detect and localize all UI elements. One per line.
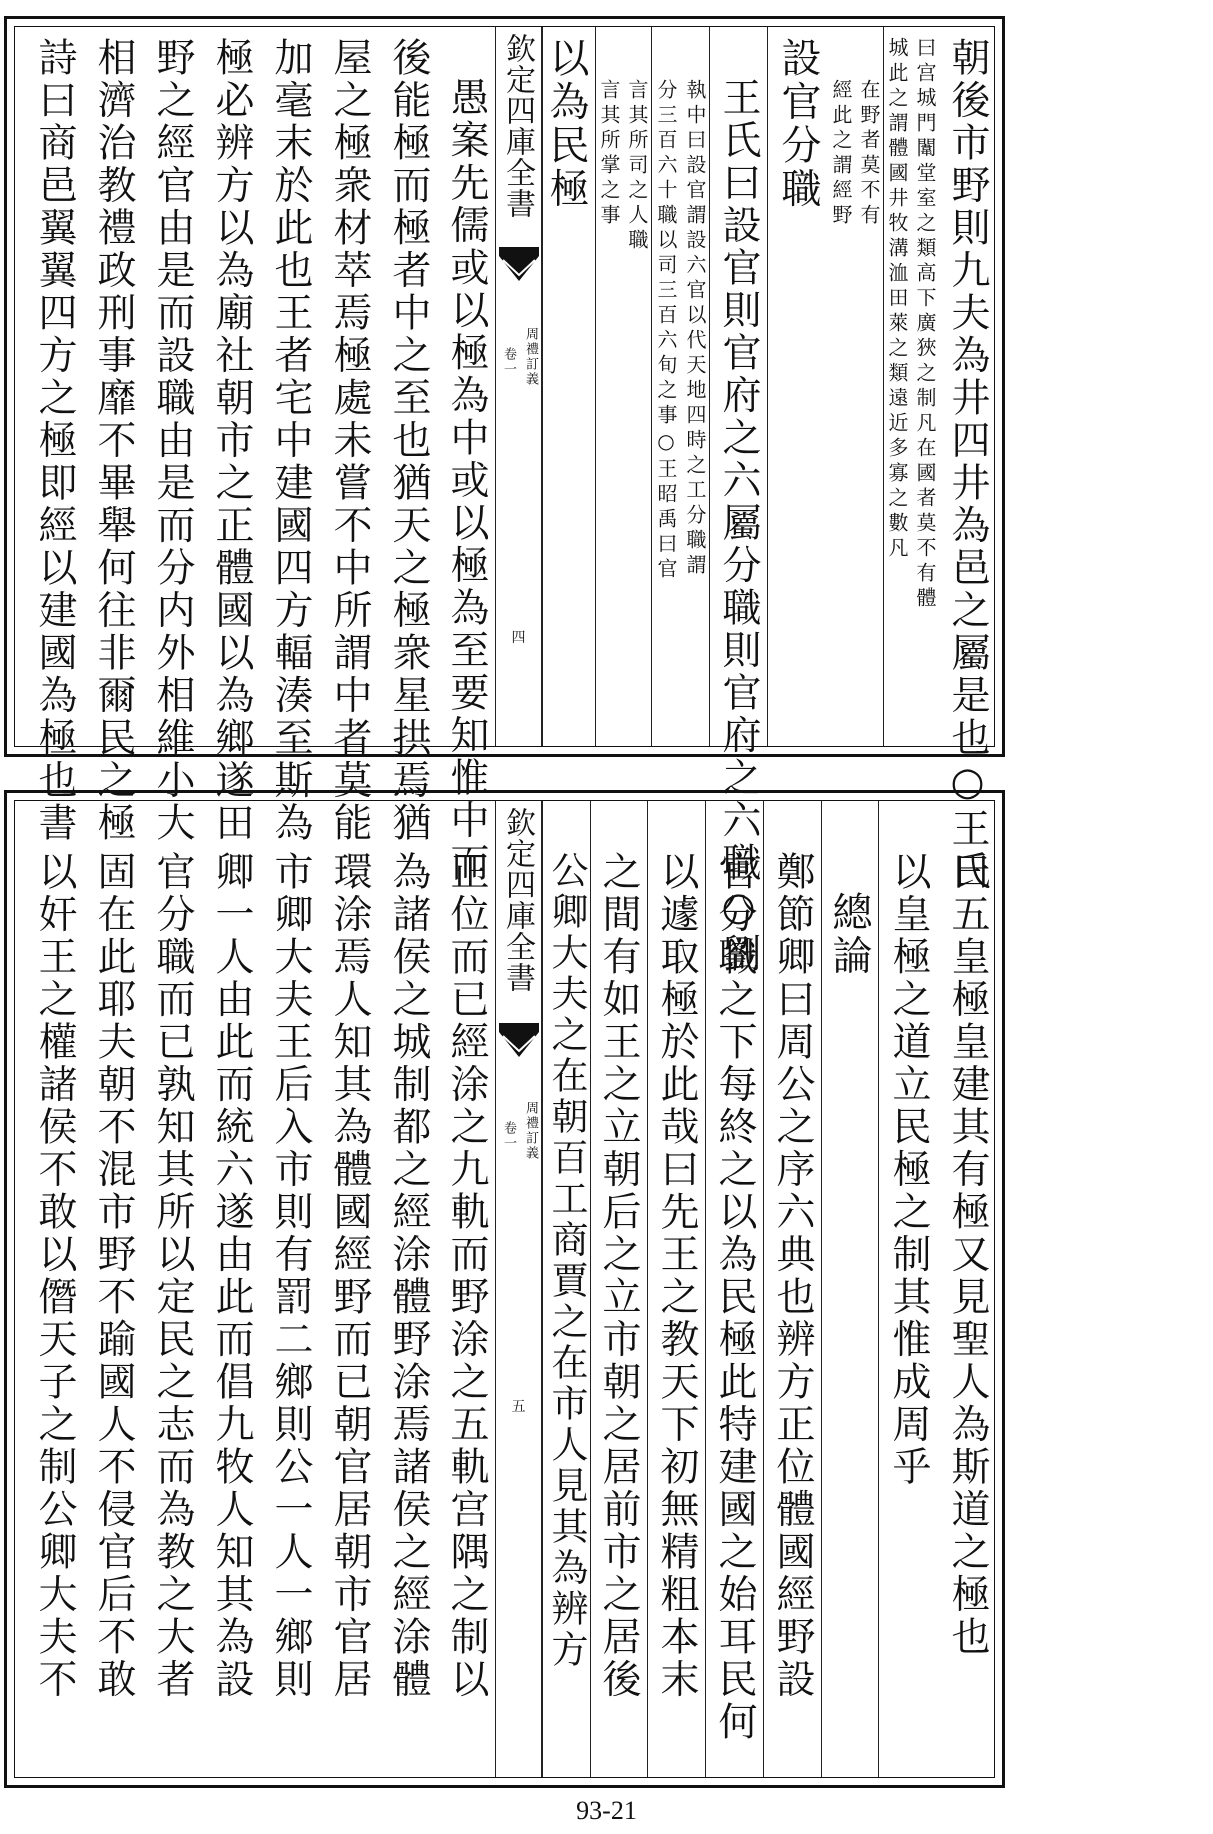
note-left: 城此之謂體國井牧溝洫田萊之類遠近多寡之數凡 bbox=[885, 37, 909, 562]
column-text: 正位而已經涂之九軌而野涂之五軌宫隅之制以 bbox=[444, 851, 489, 1701]
column bbox=[437, 801, 495, 1777]
column bbox=[24, 27, 83, 845]
column bbox=[260, 801, 319, 1777]
banner-title: 欽定四庫全書 bbox=[500, 33, 535, 219]
column bbox=[437, 27, 495, 885]
note-right: 言其所司之人職 bbox=[625, 79, 649, 254]
bottom-page-frame bbox=[14, 800, 995, 1778]
column bbox=[763, 801, 821, 1777]
column-text: 曰五皇極皇建其有極又見聖人為斯道之極也 bbox=[945, 851, 990, 1659]
column bbox=[939, 27, 996, 893]
column bbox=[378, 801, 437, 1777]
section-heading: 總論 bbox=[826, 891, 872, 978]
column bbox=[201, 27, 260, 845]
column-text: 後能極而極者中之至也猶天之極衆星拱焉猶 bbox=[386, 37, 431, 845]
column bbox=[201, 801, 260, 1777]
column-text: 公卿大夫之在朝百工商賈之在市人見其為辨方 bbox=[545, 851, 588, 1671]
column bbox=[83, 27, 142, 845]
column bbox=[260, 27, 319, 845]
column-text: 愚案先儒或以極為中或以極為至要知惟中而 bbox=[444, 77, 489, 885]
heading-column bbox=[767, 27, 827, 746]
column-text: 固在此耶夫朝不混市野不踰國人不侵官后不敢 bbox=[91, 851, 136, 1701]
column-text: 卿一人由此而統六遂由此而倡九牧人知其為設 bbox=[209, 851, 254, 1701]
note-column bbox=[827, 27, 883, 746]
column-text: 鄭節卿曰周公之序六典也辨方正位體國經野設 bbox=[770, 851, 815, 1701]
column-text: 相濟治教禮政刑事靡不畢舉何往非爾民之極 bbox=[91, 37, 136, 845]
column bbox=[937, 801, 996, 1777]
note-left: 經此之謂經野 bbox=[829, 79, 853, 229]
column-text: 朝後市野則九夫為井四井為邑之屬是也○王氏 bbox=[945, 37, 990, 893]
section-heading: 設官分職 bbox=[775, 37, 821, 211]
column-text: 以皇極之道立民極之制其惟成周乎 bbox=[886, 851, 931, 1489]
note-right: 在野者莫不有 bbox=[857, 79, 881, 229]
column-text: 加毫末於此也王者宅中建國四方輻湊至斯為 bbox=[268, 37, 313, 845]
note-column bbox=[595, 27, 651, 746]
column-text: 野之經官由是而設職由是而分内外相維小大 bbox=[150, 37, 195, 845]
column-text: 官分職之下每終之以為民極此特建國之始耳民何 bbox=[712, 851, 757, 1744]
column-text: 之間有如王之立朝后之立市朝之居前市之居後 bbox=[596, 851, 641, 1701]
banner-volume: 卷一 bbox=[501, 347, 516, 377]
column bbox=[142, 801, 201, 1777]
column-text: 以遽取極於此哉曰先王之教天下初無精粗本末 bbox=[654, 851, 699, 1701]
column bbox=[378, 27, 437, 845]
note-right: 曰宫城門闈堂室之類高下廣狹之制凡在國者莫不有體 bbox=[913, 37, 937, 612]
note-left: 分三百六十職以司三百六旬之事○王昭禹曰官 bbox=[654, 79, 678, 583]
bottom-page bbox=[4, 790, 1005, 1788]
heading-column bbox=[821, 801, 878, 1777]
column bbox=[319, 27, 378, 845]
note-column bbox=[651, 27, 709, 746]
column-text: 詩曰商邑翼翼四方之極即經以建國為極也書 bbox=[32, 37, 77, 845]
banner-volume: 卷一 bbox=[501, 1121, 516, 1151]
note-column bbox=[883, 27, 939, 746]
section-heading: 以為民極 bbox=[543, 37, 589, 211]
banner-page-number: 五 bbox=[511, 1399, 526, 1415]
page-banner bbox=[495, 801, 542, 1777]
note-left: 言其所掌之事 bbox=[597, 79, 621, 229]
banner-book-title: 周禮訂義 bbox=[523, 1101, 538, 1161]
banner-title: 欽定四庫全書 bbox=[500, 807, 535, 993]
page-banner bbox=[495, 27, 542, 746]
fish-tail-icon bbox=[499, 1023, 539, 1063]
column-text: 市卿大夫王后入市則有罰二鄉則公一人一鄉則 bbox=[268, 851, 313, 1701]
column bbox=[878, 801, 937, 1777]
page-footer-number: 93-21 bbox=[576, 1796, 637, 1825]
banner-book-title: 周禮訂義 bbox=[523, 327, 538, 387]
column bbox=[709, 27, 767, 976]
column-text: 環涂焉人知其為體國經野而已朝官居朝市官居 bbox=[327, 851, 372, 1701]
column bbox=[647, 801, 705, 1777]
note-right: 執中曰設官謂設六官以代天地四時之工分職謂 bbox=[683, 79, 707, 579]
column-text: 以奸王之權諸侯不敢以僭天子之制公卿大夫不 bbox=[32, 851, 77, 1701]
column bbox=[542, 801, 590, 1777]
column bbox=[83, 801, 142, 1777]
column bbox=[319, 801, 378, 1777]
column bbox=[142, 27, 201, 845]
column bbox=[590, 801, 647, 1777]
column-text: 屋之極衆材萃焉極處未嘗不中所謂中者莫能 bbox=[327, 37, 372, 845]
column-text: 官分職而已孰知其所以定民之志而為教之大者 bbox=[150, 851, 195, 1701]
fish-tail-icon bbox=[499, 247, 539, 287]
column-text: 極必辨方以為廟社朝市之正體國以為鄉遂田 bbox=[209, 37, 254, 845]
column bbox=[705, 801, 763, 1777]
column-text: 為諸侯之城制都之經涂體野涂焉諸侯之經涂體 bbox=[386, 851, 431, 1701]
heading-column bbox=[542, 27, 595, 746]
column-text: 王氏曰設官則官府之六屬分職則官府之六職○劉 bbox=[716, 77, 761, 976]
banner-page-number: 四 bbox=[511, 630, 526, 646]
column bbox=[24, 801, 83, 1777]
